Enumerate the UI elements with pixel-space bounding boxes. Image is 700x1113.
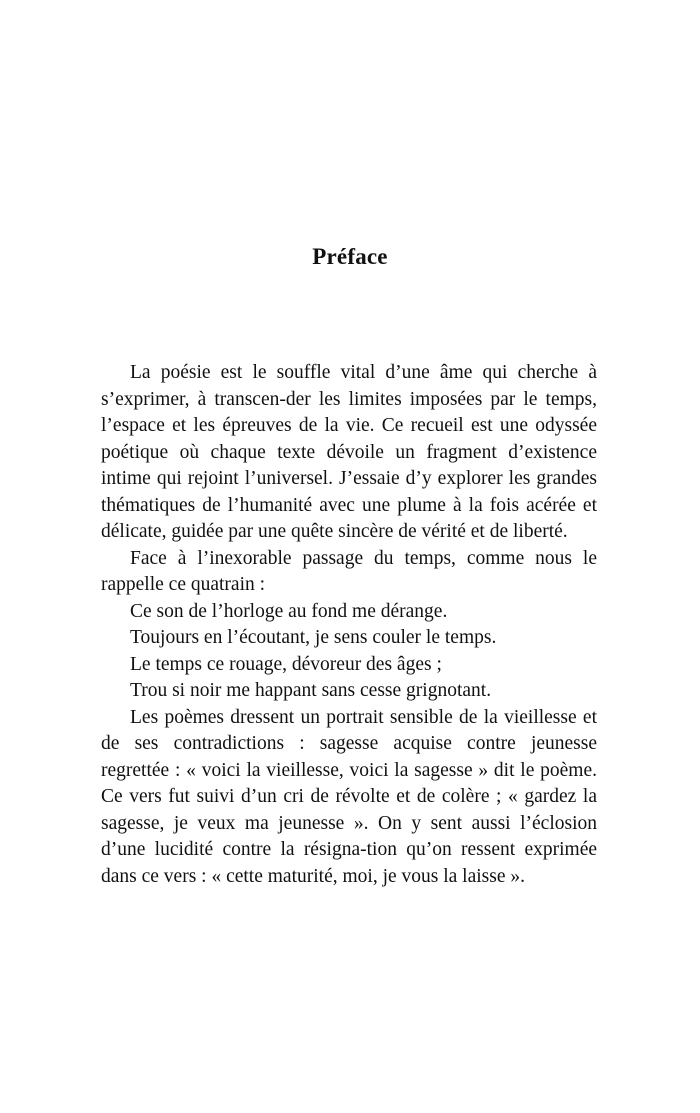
- preface-body: [101, 360, 597, 890]
- verse-line: Ce son de l’horloge au fond me dérange.: [130, 600, 448, 622]
- verse-line: Trou si noir me happant sans cesse grignotant.: [130, 680, 492, 701]
- verse-line: Le temps ce rouage, dévoreur des âges ;: [130, 653, 442, 675]
- verse-line: Toujours en l’écoutant, je sens couler le temps.: [130, 627, 497, 648]
- quatrain: [101, 599, 597, 705]
- page-title: Préface: [312, 244, 388, 269]
- paragraph-old-age: Les poèmes dressent un portrait sensible de la vieillesse et de ses contradictions : sagesse acquise contre jeunesse regrettée : « voici la vieillesse, voici la sagesse » dit le poème. Ce vers fut suivi d’un cri de révolte et de colère ; « gardez la sagesse, je veux ma jeunesse ». On y sent aussi l’éclosion d’une lucidité contre la résigna-tion qu’on ressent exprimée dans ce vers : « cette maturité, moi, je vous la laisse ».: [101, 706, 597, 887]
- paragraph-time: Face à l’inexorable passage du temps, comme nous le rappelle ce quatrain :: [101, 547, 597, 595]
- paragraph-intro: La poésie est le souffle vital d’une âme qui cherche à s’exprimer, à transcen-der les limites imposées par le temps, l’espace et les épreuves de la vie. Ce recueil est une odyssée poétique où chaque texte dévoile un fragment d’existence intime qui rejoint l’universel. J’essaie d’y explorer les grandes thématiques de l’humanité avec une plume à la fois acérée et délicate, guidée par une quête sincère de vérité et de liberté.: [101, 362, 597, 542]
